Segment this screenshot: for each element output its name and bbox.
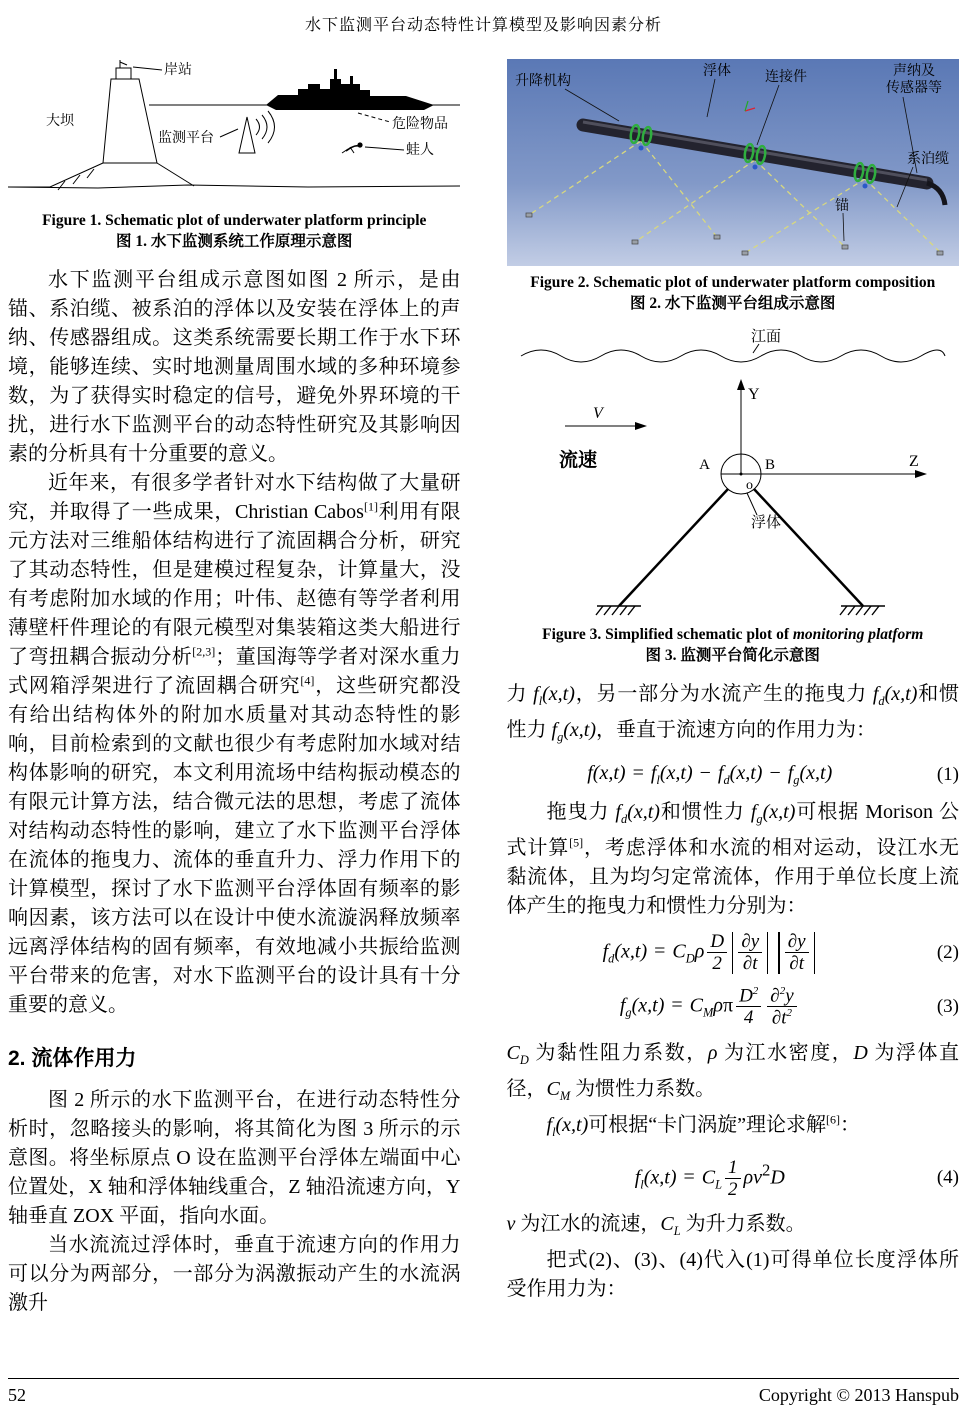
- paragraph-text: 当水流流过浮体时，垂直于流速方向的作用力可以分为两部分，一部分为涡激振动产生的水流涡激升: [8, 1234, 461, 1314]
- equation-3: [507, 985, 960, 1029]
- signal-arc: [262, 115, 267, 139]
- reference-marker: [5]: [569, 835, 584, 850]
- fraction-dy-dt: $\frac{\partial y}{\partial t}$: [738, 931, 762, 975]
- math-f-lift: $f_l(x,t)$: [546, 1113, 589, 1139]
- frogman-leader-line: [365, 147, 404, 150]
- paragraph-text: 为升力系数。: [680, 1213, 806, 1236]
- float-label: 浮体: [702, 64, 731, 79]
- caption-italic-text: monitoring platform: [792, 626, 924, 643]
- fraction-d2y-dt2: $\frac{\partial^2y}{\partial t^2}$: [767, 985, 796, 1029]
- right-column: [507, 47, 960, 1318]
- math-f-inertia: $f_g(x,t)$: [551, 719, 597, 744]
- left-paragraph-2: [8, 469, 461, 1020]
- equation-4: [507, 1157, 960, 1201]
- paragraph-text: ：: [840, 1113, 861, 1136]
- platform-label: 监测平台: [158, 131, 214, 146]
- paragraph-text: 为黏性阻力系数，: [528, 1041, 708, 1064]
- left-column: [8, 47, 461, 1318]
- y-axis-label: Y: [747, 386, 760, 403]
- fraction-1-2: $\frac{1}{2}$: [725, 1157, 741, 1201]
- figure-2-caption-en: Figure 2. Schematic plot of underwater platform composition: [530, 274, 936, 291]
- figure-2: [507, 59, 960, 314]
- figure-3-caption: [507, 624, 960, 666]
- two-column-layout: [8, 47, 959, 1318]
- reference-marker: [1]: [363, 499, 378, 514]
- left-paragraph-4: [8, 1231, 461, 1318]
- math-rho: ρ: [707, 1041, 718, 1064]
- right-paragraph-6: [507, 1246, 960, 1304]
- equation-1: [507, 762, 960, 788]
- sonar-label-line2: 传感器等: [885, 81, 942, 96]
- math-f-inertia: $f_g(x,t)$: [750, 801, 796, 826]
- left-paragraph-3: [8, 1086, 461, 1231]
- anchor-label: 锚: [834, 199, 849, 214]
- math-f-drag: $f_d(x,t)$: [872, 683, 918, 708]
- figure-2-render: [507, 59, 959, 266]
- math-CM: $C_M$: [546, 1077, 571, 1103]
- equation-3-body: $f_g(x,t) = C_M\rho\pi$ $\frac{D^2}{4}$ $\frac{\partial^2y}{\partial t^2}$: [507, 985, 914, 1029]
- reference-marker: [4]: [300, 673, 315, 688]
- fraction-dy-dt: $\frac{\partial y}{\partial t}$: [785, 931, 809, 975]
- paragraph-text: 近年来，有很多学者针对水下结构做了大量研究，并取得了一些成果，Christian Cabos: [8, 472, 461, 523]
- paragraph-text: 可根据“卡门涡旋”理论求解: [588, 1113, 827, 1136]
- river-surface-label: 江面: [750, 329, 781, 345]
- fraction-D2-4: $\frac{D^2}{4}$: [736, 985, 761, 1029]
- math-CD: $C_D$: [506, 1041, 529, 1067]
- signal-arc: [256, 119, 260, 135]
- equation-1-body: $f(x,t) = f_l(x,t) - f_d(x,t) - f_g(x,t)$: [587, 762, 833, 787]
- figure-1-caption-en: Figure 1. Schematic plot of underwater platform principle: [42, 212, 427, 229]
- right-paragraph-2: [507, 798, 960, 921]
- figure-1-drawing: [8, 59, 460, 204]
- figure-2-caption: [507, 272, 960, 314]
- paragraph-text: 利用有限元方法对三维船体结构进行了流固耦合分析，研究了其动态特性，但是建模过程复杂，计算量大，没有考虑附加水域的作用；叶伟、赵德有等学者利用薄壁杆件理论的有限元模型对集装箱这类大船进行了弯扭耦合振动分析: [8, 501, 461, 668]
- float-label: 浮体: [750, 515, 781, 531]
- equation-4-number: (4): [936, 1167, 959, 1189]
- abs-bar: [732, 932, 733, 974]
- equation-4-body: $f_l(x,t) = C_L$ $\frac{1}{2}$ $\rho v^2D$: [634, 1156, 785, 1200]
- copyright-text: Copyright © 2013 Hanspub: [758, 1385, 959, 1405]
- math-CL: $C_L$: [660, 1213, 681, 1239]
- lift-mechanism-label: 升降机构: [514, 74, 571, 89]
- flow-speed-label: 流速: [558, 450, 597, 471]
- right-paragraph-5: [507, 1210, 960, 1246]
- paragraph-text: 为江水的流速，: [515, 1213, 661, 1236]
- math-f-drag: $f_d(x,t)$: [615, 801, 660, 826]
- caption-text: Figure 3. Simplified schematic plot of: [542, 626, 793, 643]
- shore-station-label: 岸站: [164, 63, 192, 78]
- figure-3: [507, 326, 960, 666]
- mooring-line-right: [754, 489, 863, 606]
- page-footer: [8, 1378, 959, 1406]
- seabed-line: [8, 185, 460, 188]
- float-leader-line: [747, 493, 757, 515]
- figure-3-caption-en: [507, 624, 960, 645]
- math-f-lift: $f_l(x,t)$: [533, 683, 575, 708]
- paragraph-text: ，考虑浮体和水流的相对运动，设江水无黏流体，且为均匀定常流体，作用于单位长度上流体产生的拖曳力和惯性力分别为：: [506, 837, 960, 917]
- z-axis-label: Z: [908, 453, 919, 470]
- frogman-icon: [357, 142, 362, 147]
- paper-title: 水下监测平台动态特性计算模型及影响因素分析: [304, 17, 662, 34]
- fraction-D-2: $\frac{D}{2}$: [707, 931, 727, 975]
- mooring-cable-label: 系泊缆: [906, 152, 949, 167]
- right-paragraph-3: [507, 1039, 960, 1111]
- equation-2-number: (2): [936, 941, 959, 963]
- paragraph-text: 水下监测平台组成示意图如图 2 所示，是由锚、系泊缆、被系泊的浮体以及安装在浮体上的声纳、传感器组成。这类系统需要长期工作于水下环境，能够连续、实时地测量周围水域的多种环境参数，为了获得实时稳定的信号，避免外界环境的干扰，进行水下监测平台的动态特性研究及其影响因素的分析具有十分重要的意义。: [8, 269, 461, 465]
- page-number: 52: [8, 1385, 26, 1405]
- paragraph-text: ，另一部分为水流产生的拖曳力: [574, 683, 873, 705]
- paragraph-text: ；董国海等学者对深水重力式网箱浮架进行了流固耦合研究: [8, 646, 461, 697]
- ground-anchor-right: [840, 606, 885, 615]
- ship-silhouette: [266, 69, 434, 110]
- reference-marker: [2,3]: [192, 644, 216, 659]
- abs-bar: [778, 932, 779, 974]
- equation-2: [507, 931, 960, 975]
- paragraph-text: 可根据 Morison 公式计算: [506, 801, 960, 859]
- dam-shape: [103, 79, 157, 163]
- origin-label: o: [745, 478, 753, 493]
- paragraph-text: 把式(2)、(3)、(4)代入(1)可得单位长度浮体所受作用力为：: [506, 1249, 959, 1301]
- point-b-label: B: [764, 457, 775, 473]
- shore-station-building: [116, 68, 131, 79]
- figure-1-caption: [8, 210, 461, 252]
- danger-leader-line: [358, 113, 390, 122]
- right-paragraph-4: [507, 1111, 960, 1147]
- abs-bar: [814, 932, 815, 974]
- danger-label: 危险物品: [392, 117, 448, 132]
- river-surface-wave: [521, 350, 945, 362]
- paragraph-text: 力: [506, 683, 534, 705]
- figure-1-caption-zh: 图 1. 水下监测系统工作原理示意图: [116, 233, 353, 250]
- figure-3-drawing: [507, 326, 959, 618]
- paragraph-text: 为惯性力系数。: [570, 1077, 716, 1100]
- frogman-label: 蛙人: [406, 143, 434, 158]
- ground-anchor-left: [596, 606, 641, 615]
- math-D: D: [853, 1041, 868, 1064]
- section-2-heading: 2. 流体作用力: [8, 1047, 137, 1070]
- mooring-line-left: [619, 489, 728, 606]
- velocity-label: V: [592, 405, 603, 422]
- left-paragraph-1: [8, 266, 461, 469]
- paragraph-text: 和惯性力: [506, 683, 960, 741]
- paragraph-text: 和惯性力: [659, 801, 751, 823]
- paragraph-text: 图 2 所示的水下监测平台，在进行动态特性分析时，忽略接头的影响，将其简化为图 3 所示的示意图。将坐标原点 O 设在监测平台浮体左端面中心位置处，X 轴和浮体轴线重合，Z 轴沿流速方向，Y 轴垂直 ZOX 平面，指向水面。: [8, 1089, 461, 1227]
- signal-arc: [268, 111, 275, 143]
- figure-3-caption-zh: 图 3. 监测平台简化示意图: [645, 647, 820, 664]
- sonar-label-line1: 声纳及: [892, 64, 935, 79]
- math-v: v: [506, 1213, 516, 1236]
- equation-1-number: (1): [936, 764, 959, 785]
- monitoring-platform-tower: [239, 117, 255, 153]
- paragraph-text: ，垂直于流速方向的作用力为：: [596, 719, 877, 741]
- paragraph-text: 为江水密度，: [717, 1041, 854, 1064]
- point-a-label: A: [698, 457, 710, 473]
- right-paragraph-1: [507, 680, 960, 752]
- equation-2-body: $f_d(x,t) = C_D\rho$ $\frac{D}{2}$ $\frac{\partial y}{\partial t}$ $\frac{\partial y}{\partial t}$: [507, 931, 914, 975]
- paragraph-text: ，这些研究都没有给出结构体外的附加水质量对其动态特性的影响，目前检索到的文献也很少有考虑附加水域对结构体影响的研究，本文利用流场中结构振动模态的有限元计算方法，结合微元法的思想，考虑了流体对结构动态特性的影响，建立了水下监测平台浮体在流体的拖曳力、流体的垂直升力、浮力作用下的计算模型，探讨了水下监测平台浮体固有频率的影响因素，该方法可以在设计中使水流漩涡释放频率远离浮体结构的固有频率，有效地减小共振给监测平台带来的危害，对水下监测平台的设计具有十分重要的意义。: [8, 675, 461, 1016]
- dam-label: 大坝: [46, 114, 74, 129]
- paragraph-text: 为浮体直径，: [506, 1041, 960, 1100]
- figure-2-caption-zh: 图 2. 水下监测平台组成示意图: [630, 295, 836, 312]
- figure-1: [8, 59, 461, 252]
- connector-label: 连接件: [764, 70, 807, 85]
- equation-3-number: (3): [936, 995, 959, 1017]
- reference-marker: [6]: [826, 1112, 841, 1127]
- paragraph-text: 拖曳力: [546, 801, 616, 823]
- abs-bar: [767, 932, 768, 974]
